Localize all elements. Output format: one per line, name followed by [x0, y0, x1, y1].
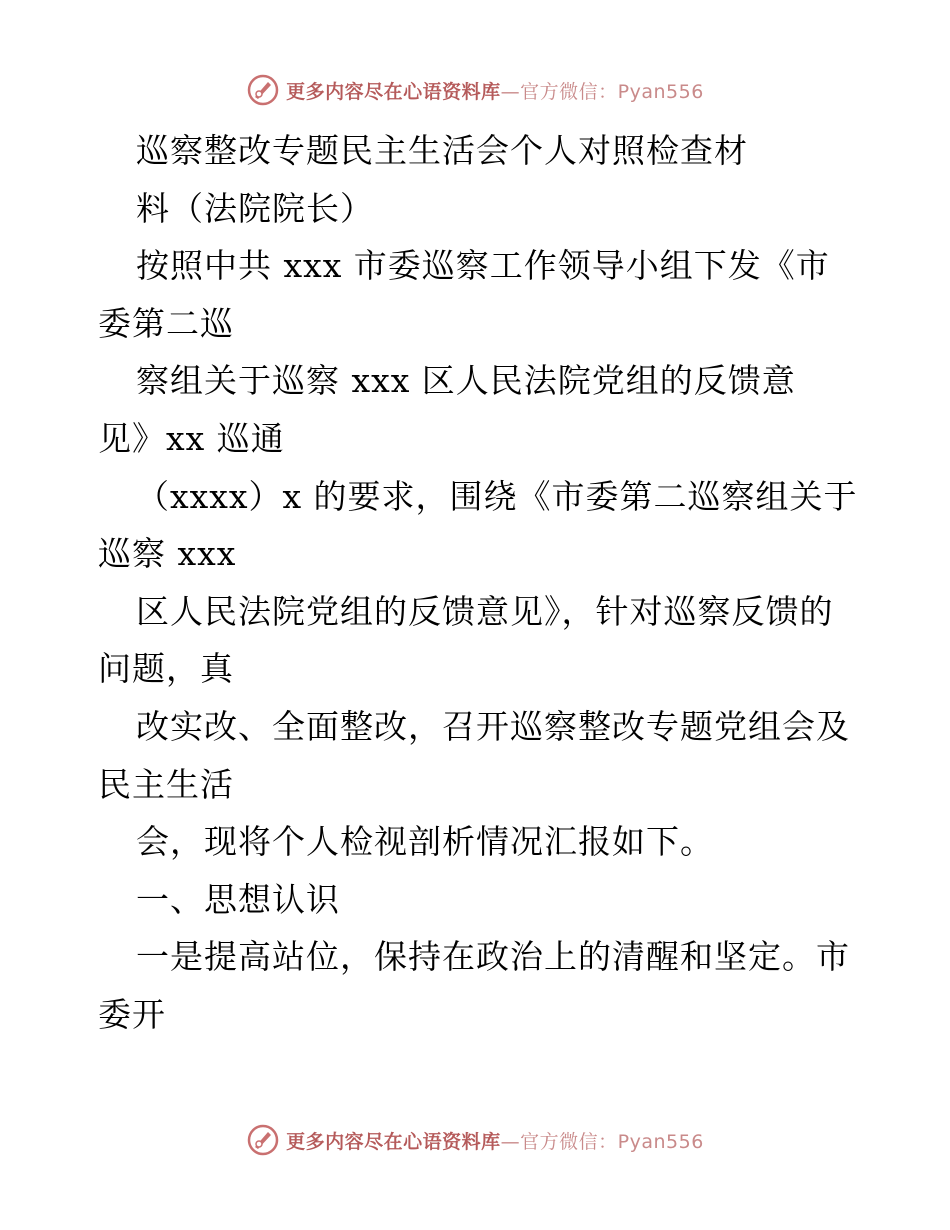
- document-line: 区人民法院党组的反馈意见》，针对巡察反馈的: [136, 591, 834, 631]
- document-line: 一、思想认识: [136, 879, 340, 919]
- document-line: 察组关于巡察 xxx 区人民法院党组的反馈意: [136, 361, 796, 401]
- document-line: 料（法院院长）: [136, 188, 374, 228]
- watermark-text: [286, 77, 704, 104]
- document-line: 巡察 xxx: [98, 534, 237, 574]
- watermark-dash: —: [500, 1130, 521, 1153]
- document-body: [98, 122, 878, 1044]
- watermark-right-text: 官方微信：Pyan556: [520, 1130, 704, 1153]
- watermark-banner-bottom: [0, 1120, 950, 1160]
- quill-seal-icon: [246, 1123, 280, 1157]
- document-line: 一是提高站位，保持在政治上的清醒和坚定。市: [136, 937, 850, 977]
- watermark-dash: —: [500, 80, 521, 103]
- watermark-right-text: 官方微信：Pyan556: [520, 80, 704, 103]
- document-line: 民主生活: [98, 764, 234, 804]
- quill-seal-icon: [246, 73, 280, 107]
- watermark-text: [286, 1127, 704, 1154]
- document-line: 委第二巡: [98, 303, 234, 343]
- document-line: 问题，真: [98, 649, 234, 689]
- watermark-left-text: 更多内容尽在心语资料库: [286, 1130, 501, 1153]
- document-line: 巡察整改专题民主生活会个人对照检查材: [136, 131, 748, 170]
- watermark-banner-top: [0, 70, 950, 110]
- document-line: 按照中共 xxx 市委巡察工作领导小组下发《市: [136, 246, 830, 286]
- document-line: 会，现将个人检视剖析情况汇报如下。: [136, 822, 714, 862]
- document-line: （xxxx）x 的要求，围绕《市委第二巡察组关于: [136, 476, 858, 516]
- document-line: 改实改、全面整改，召开巡察整改专题党组会及: [136, 706, 850, 746]
- watermark-left-text: 更多内容尽在心语资料库: [286, 80, 501, 103]
- document-line: 委开: [98, 994, 166, 1034]
- document-line: 见》xx 巡通: [98, 418, 285, 458]
